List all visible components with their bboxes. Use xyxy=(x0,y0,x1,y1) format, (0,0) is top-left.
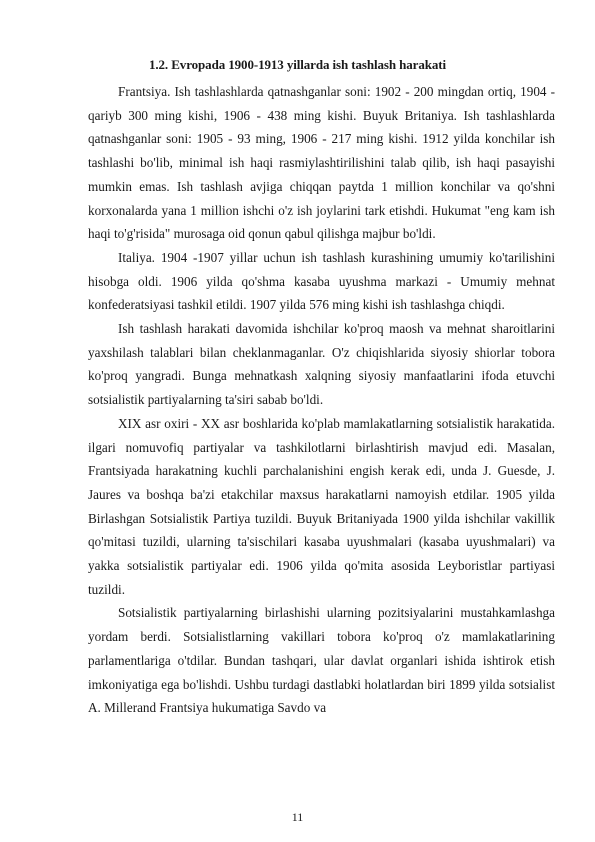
body-text xyxy=(88,80,555,720)
paragraph-party-unification: XIX asr oxiri - XX asr boshlarida ko'plab mamlakatlarning sotsialistik harakatida. ilgari nomuvofiq partiyalar va tashkilotlarni birlashtirish mavjud edi. Masalan, Frantsiyada harakatning kuchli parchalanishini engish kerak edi, unda J. Guesde, J. Jaures va boshqa ba'zi etakchilar maxsus harakatlarni namoyish etdilar. 1905 yilda Birlashgan Sotsialistik Partiya tuzildi. Buyuk Britaniyada 1900 yilda ishchilar vakillik qo'mitasi tuzildi, ularning ta'sischilari kasaba uyushmalari (kasaba uyushmalari) va yakka sotsialistik partiyalar edi. 1906 yilda qo'mita asosida Leyboristlar partiyasi tuzildi. xyxy=(88,415,555,597)
paragraph-socialist-parliament: Sotsialistik partiyalarning birlashishi ularning pozitsiyalarini mustahkamlashga yordam berdi. Sotsialistlarning vakillari tobora ko'proq o'z mamlakatlarining parlamentlariga o'tdilar. Bundan tashqari, ular davlat organlari ishida ishtirok etish imkoniyatiga ega bo'lishdi. Ushbu turdagi dastlabki holatlardan biri 1899 yilda sotsialist A. Millerand Frantsiya hukumatiga Savdo va xyxy=(88,605,555,716)
paragraph-strike-demands: Ish tashlash harakati davomida ishchilar ko'proq maosh va mehnat sharoitlarini yaxshilash talablari bilan cheklanmaganlar. O'z chiqishlarida siyosiy shiorlar tobora ko'proq yangradi. Bunga mehnatkash xalqning siyosiy manfaatlarini ifoda etuvchi sotsialistik partiyalarning ta'siri sabab bo'ldi. xyxy=(88,321,555,408)
page-number: 11 xyxy=(291,810,304,824)
paragraph-italy: Italiya. 1904 -1907 yillar uchun ish tashlash kurashining umumiy ko'tarilishini hisobga oldi. 1906 yilda qo'shma kasaba uyushma markazi - Umumiy mehnat konfederatsiyasi tashkil etildi. 1907 yilda 576 ming kishi ish tashlashga chiqdi. xyxy=(88,249,555,313)
section-heading: 1.2. Evropada 1900-1913 yillarda ish tashlash harakati xyxy=(148,57,447,72)
paragraph-france-britain: Frantsiya. Ish tashlashlarda qatnashganlar soni: 1902 - 200 mingdan ortiq, 1904 - qariyb 300 ming kishi, 1906 - 438 ming kishi. Buyuk Britaniya. Ish tashlashlarda qatnashganlar soni: 1905 - 93 ming, 1906 - 217 ming kishi. 1912 yilda konchilar ish tashlashi bo'lib, minimal ish haqi rasmiylashtirilishini talab qilib, ish haqi pasayishi mumkin emas. Ish tashlash avjiga chiqqan paytda 1 million konchilar va qo'shni korxonalarda yana 1 million ishchi o'z ish joylarini tark etishdi. Hukumat "eng kam ish haqi to'g'risida" murosaga oid qonun qabul qilishga majbur bo'ldi. xyxy=(88,84,555,242)
